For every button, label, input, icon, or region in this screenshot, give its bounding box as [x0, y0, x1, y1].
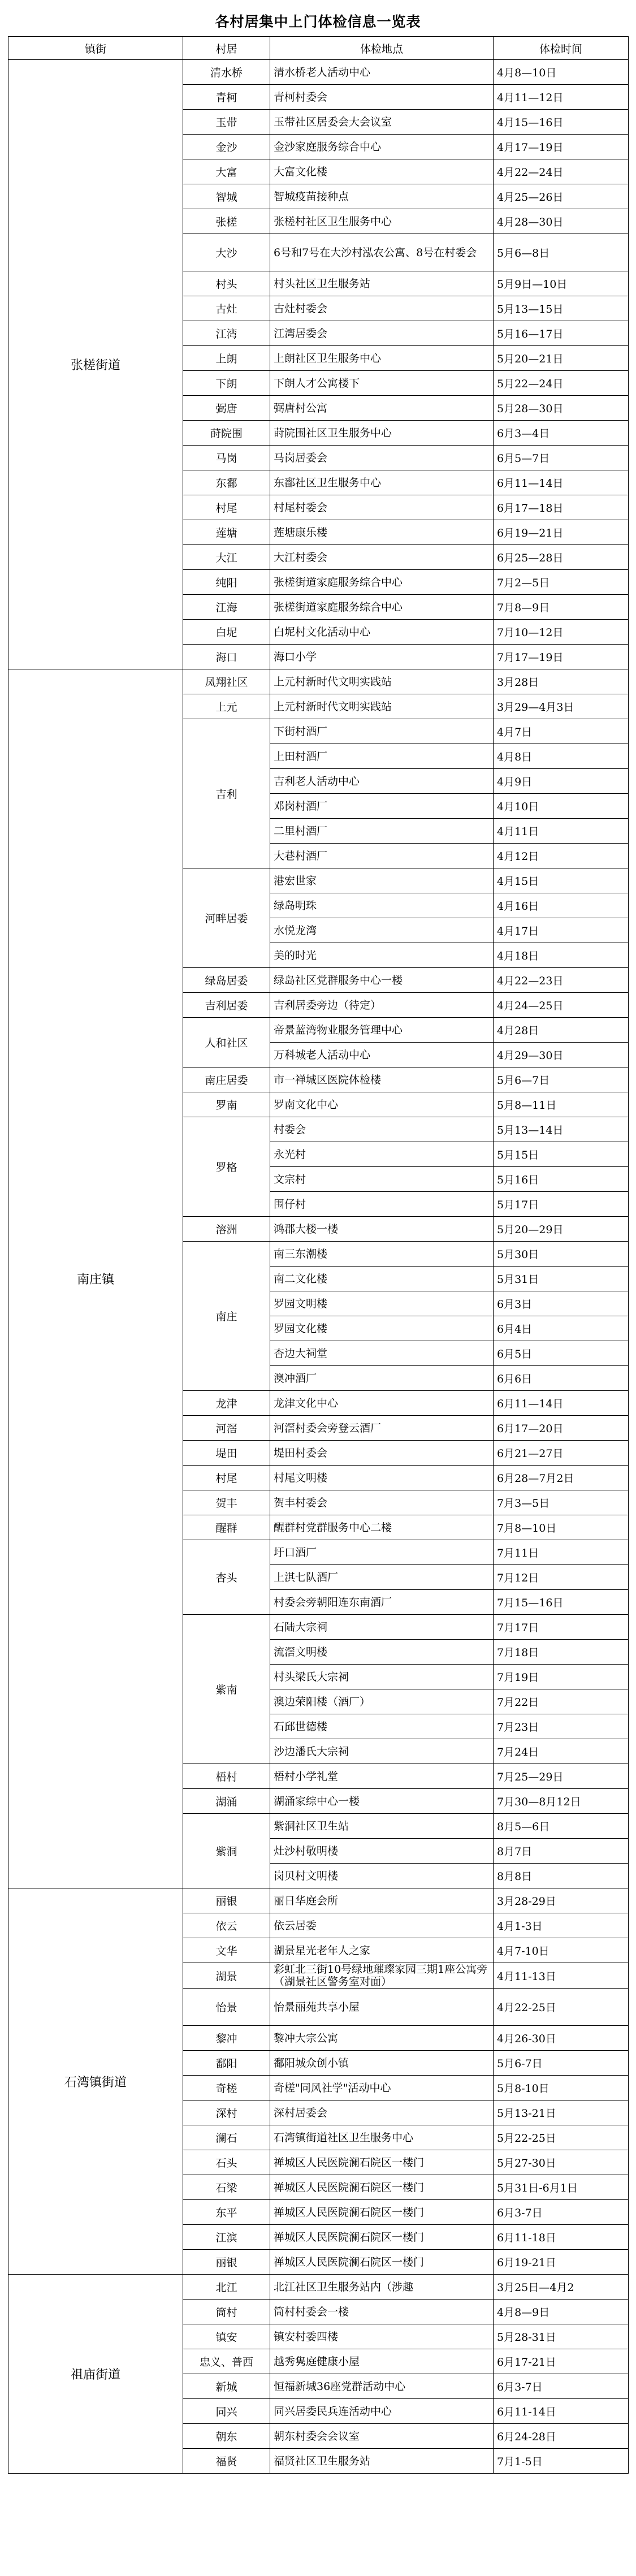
- village-cell: 大沙: [183, 234, 270, 271]
- village-cell: 湖景: [183, 1963, 270, 1989]
- time-cell: 3月28-29日: [494, 1888, 629, 1913]
- location-cell: 禅城区人民医院澜石院区一楼门: [270, 2175, 494, 2200]
- header-time: 体检时间: [494, 37, 629, 60]
- village-cell: 福贤: [183, 2449, 270, 2474]
- village-cell: 依云: [183, 1913, 270, 1938]
- village-cell: 奇槎: [183, 2076, 270, 2100]
- location-cell: 禅城区人民医院澜石院区一楼门: [270, 2150, 494, 2175]
- time-cell: 7月18日: [494, 1640, 629, 1665]
- time-cell: 4月28—30日: [494, 209, 629, 234]
- location-cell: 上田村酒厂: [270, 744, 494, 769]
- table-row: [8, 669, 629, 694]
- location-cell: 村尾村委会: [270, 495, 494, 520]
- table-row: [8, 1888, 629, 1913]
- village-cell: 北江: [183, 2275, 270, 2300]
- village-cell: 河畔居委: [183, 868, 270, 968]
- village-cell: 石梁: [183, 2175, 270, 2200]
- town-cell: 祖庙街道: [8, 2275, 183, 2474]
- location-cell: 玉带社区居委会大会议室: [270, 110, 494, 135]
- location-cell: 南二文化楼: [270, 1267, 494, 1291]
- location-cell: 村委会: [270, 1117, 494, 1142]
- time-cell: 5月31日: [494, 1267, 629, 1291]
- time-cell: 5月30日: [494, 1242, 629, 1267]
- time-cell: 7月8—9日: [494, 595, 629, 620]
- village-cell: 罗格: [183, 1117, 270, 1217]
- time-cell: 3月25日—4月2: [494, 2275, 629, 2300]
- time-cell: 7月2—5日: [494, 570, 629, 595]
- village-cell: 杏头: [183, 1540, 270, 1615]
- village-cell: 青柯: [183, 85, 270, 110]
- location-cell: 丽日华庭会所: [270, 1888, 494, 1913]
- village-cell: 马岗: [183, 446, 270, 470]
- village-cell: 南庄居委: [183, 1067, 270, 1092]
- location-cell: 村委会旁朝阳连东南酒厂: [270, 1590, 494, 1615]
- time-cell: 3月29—4月3日: [494, 694, 629, 719]
- location-cell: 深村居委会: [270, 2100, 494, 2125]
- time-cell: 7月17日: [494, 1615, 629, 1640]
- village-cell: 南庄: [183, 1242, 270, 1391]
- location-cell: 大巷村酒厂: [270, 844, 494, 868]
- location-cell: 村尾文明楼: [270, 1466, 494, 1490]
- town-cell: 石湾镇街道: [8, 1888, 183, 2275]
- time-cell: 6月11-14日: [494, 2399, 629, 2424]
- time-cell: 4月15日: [494, 868, 629, 893]
- location-cell: 禅城区人民医院澜石院区一楼门: [270, 2225, 494, 2250]
- location-cell: 澳冲酒厂: [270, 1366, 494, 1391]
- location-cell: 罗南文化中心: [270, 1092, 494, 1117]
- village-cell: 江湾: [183, 321, 270, 346]
- location-cell: 张槎街道家庭服务综合中心: [270, 570, 494, 595]
- village-cell: 张槎: [183, 209, 270, 234]
- time-cell: 5月16—17日: [494, 321, 629, 346]
- time-cell: 5月27-30日: [494, 2150, 629, 2175]
- location-cell: 东鄱社区卫生服务中心: [270, 470, 494, 495]
- location-cell: 湖涌家综中心一楼: [270, 1789, 494, 1814]
- location-cell: 杏边大祠堂: [270, 1341, 494, 1366]
- location-cell: 紫洞社区卫生站: [270, 1814, 494, 1839]
- location-cell: 石邱世德楼: [270, 1714, 494, 1739]
- time-cell: 5月28-31日: [494, 2324, 629, 2349]
- village-cell: 弼唐: [183, 396, 270, 421]
- time-cell: 7月15—16日: [494, 1590, 629, 1615]
- time-cell: 5月13—15日: [494, 296, 629, 321]
- table-row: [8, 60, 629, 85]
- village-cell: 纯阳: [183, 570, 270, 595]
- time-cell: 4月10日: [494, 794, 629, 819]
- location-cell: 下朗人才公寓楼下: [270, 371, 494, 396]
- village-cell: 丽银: [183, 1888, 270, 1913]
- location-cell: 张槎村社区卫生服务中心: [270, 209, 494, 234]
- time-cell: 4月22—23日: [494, 968, 629, 993]
- time-cell: 4月7日: [494, 719, 629, 744]
- time-cell: 7月8—10日: [494, 1515, 629, 1540]
- location-cell: 禅城区人民医院澜石院区一楼门: [270, 2250, 494, 2275]
- time-cell: 7月30—8月12日: [494, 1789, 629, 1814]
- location-cell: 灶沙村敬明楼: [270, 1839, 494, 1864]
- time-cell: 7月19日: [494, 1665, 629, 1689]
- village-cell: 清水桥: [183, 60, 270, 85]
- time-cell: 5月8-10日: [494, 2076, 629, 2100]
- time-cell: 6月11—14日: [494, 1391, 629, 1416]
- location-cell: 醒群村党群服务中心二楼: [270, 1515, 494, 1540]
- location-cell: 文宗村: [270, 1167, 494, 1192]
- location-cell: 罗园文明楼: [270, 1291, 494, 1316]
- time-cell: 3月28日: [494, 669, 629, 694]
- table-body: [8, 60, 629, 2474]
- time-cell: 4月8—10日: [494, 60, 629, 85]
- time-cell: 7月12日: [494, 1565, 629, 1590]
- location-cell: 村头社区卫生服务站: [270, 271, 494, 296]
- time-cell: 6月4日: [494, 1316, 629, 1341]
- village-cell: 堤田: [183, 1441, 270, 1466]
- time-cell: 5月31日-6月1日: [494, 2175, 629, 2200]
- location-cell: 马岗居委会: [270, 446, 494, 470]
- time-cell: 6月5日: [494, 1341, 629, 1366]
- village-cell: 紫洞: [183, 1814, 270, 1888]
- time-cell: 4月8日: [494, 744, 629, 769]
- village-cell: 江滨: [183, 2225, 270, 2250]
- location-cell: 大富文化楼: [270, 159, 494, 184]
- town-cell: 南庄镇: [8, 669, 183, 1888]
- location-cell: 弼唐村公寓: [270, 396, 494, 421]
- village-cell: 溶洲: [183, 1217, 270, 1242]
- header-town: 镇街: [8, 37, 183, 60]
- time-cell: 5月22—24日: [494, 371, 629, 396]
- location-cell: 白坭村文化活动中心: [270, 620, 494, 645]
- village-cell: 黎冲: [183, 2026, 270, 2051]
- time-cell: 6月24-28日: [494, 2424, 629, 2449]
- time-cell: 6月17—20日: [494, 1416, 629, 1441]
- time-cell: 8月5—6日: [494, 1814, 629, 1839]
- location-cell: 吉利老人活动中心: [270, 769, 494, 794]
- time-cell: 7月25—29日: [494, 1764, 629, 1789]
- village-cell: 丽银: [183, 2250, 270, 2275]
- location-cell: 水悦龙湾: [270, 918, 494, 943]
- village-cell: 莲塘: [183, 520, 270, 545]
- location-cell: 鄱阳城众创小镇: [270, 2051, 494, 2076]
- time-cell: 4月11—12日: [494, 85, 629, 110]
- location-cell: 石湾镇街道社区卫生服务中心: [270, 2125, 494, 2150]
- time-cell: 5月6—8日: [494, 234, 629, 271]
- location-cell: 上元村新时代文明实践站: [270, 694, 494, 719]
- village-cell: 村尾: [183, 495, 270, 520]
- location-cell: 镇安村委四楼: [270, 2324, 494, 2349]
- village-cell: 贺丰: [183, 1490, 270, 1515]
- time-cell: 4月17日: [494, 918, 629, 943]
- header-village: 村居: [183, 37, 270, 60]
- time-cell: 7月1-5日: [494, 2449, 629, 2474]
- location-cell: 市一禅城区医院体检楼: [270, 1067, 494, 1092]
- location-cell: 村头梁氏大宗祠: [270, 1665, 494, 1689]
- time-cell: 8月8日: [494, 1864, 629, 1888]
- location-cell: 北江社区卫生服务站内（涉趣: [270, 2275, 494, 2300]
- village-cell: 人和社区: [183, 1018, 270, 1067]
- village-cell: 深村: [183, 2100, 270, 2125]
- time-cell: 7月17—19日: [494, 645, 629, 669]
- village-cell: 上朗: [183, 346, 270, 371]
- village-cell: 白坭: [183, 620, 270, 645]
- location-cell: 金沙家庭服务综合中心: [270, 135, 494, 159]
- table-row: [8, 2275, 629, 2300]
- location-cell: 6号和7号在大沙村泓农公寓、8号在村委会: [270, 234, 494, 271]
- time-cell: 5月16日: [494, 1167, 629, 1192]
- time-cell: 5月15日: [494, 1142, 629, 1167]
- location-cell: 清水桥老人活动中心: [270, 60, 494, 85]
- time-cell: 6月3-7日: [494, 2374, 629, 2399]
- village-cell: 下朗: [183, 371, 270, 396]
- time-cell: 6月21—27日: [494, 1441, 629, 1466]
- location-cell: 湖景星光老年人之家: [270, 1938, 494, 1963]
- location-cell: 绿岛明珠: [270, 893, 494, 918]
- time-cell: 7月10—12日: [494, 620, 629, 645]
- village-cell: 怡景: [183, 1989, 270, 2026]
- location-cell: 下街村酒厂: [270, 719, 494, 744]
- time-cell: 6月6日: [494, 1366, 629, 1391]
- time-cell: 5月8—11日: [494, 1092, 629, 1117]
- village-cell: 同兴: [183, 2399, 270, 2424]
- location-cell: 朝东村委会会议室: [270, 2424, 494, 2449]
- location-cell: 二里村酒厂: [270, 819, 494, 844]
- location-cell: 江湾居委会: [270, 321, 494, 346]
- location-cell: 吉利居委旁边（待定）: [270, 993, 494, 1018]
- location-cell: 恒福新城36座党群活动中心: [270, 2374, 494, 2399]
- time-cell: 5月9日—10日: [494, 271, 629, 296]
- time-cell: 4月8—9日: [494, 2300, 629, 2324]
- time-cell: 4月22—24日: [494, 159, 629, 184]
- time-cell: 4月11日: [494, 819, 629, 844]
- location-cell: 怡景丽苑共享小屋: [270, 1989, 494, 2026]
- time-cell: 6月5—7日: [494, 446, 629, 470]
- time-cell: 6月25—28日: [494, 545, 629, 570]
- table-header-row: [8, 37, 629, 60]
- village-cell: 筒村: [183, 2300, 270, 2324]
- time-cell: 4月25—26日: [494, 184, 629, 209]
- village-cell: 河滘: [183, 1416, 270, 1441]
- time-cell: 4月17—19日: [494, 135, 629, 159]
- village-cell: 玉带: [183, 110, 270, 135]
- village-cell: 莳院围: [183, 421, 270, 446]
- time-cell: 5月13—14日: [494, 1117, 629, 1142]
- time-cell: 6月19-21日: [494, 2250, 629, 2275]
- location-cell: 梧村小学礼堂: [270, 1764, 494, 1789]
- location-cell: 禅城区人民医院澜石院区一楼门: [270, 2200, 494, 2225]
- village-cell: 江海: [183, 595, 270, 620]
- town-cell: 张槎街道: [8, 60, 183, 669]
- location-cell: 港宏世家: [270, 868, 494, 893]
- location-cell: 海口小学: [270, 645, 494, 669]
- location-cell: 南三东潮楼: [270, 1242, 494, 1267]
- time-cell: 5月6—7日: [494, 1067, 629, 1092]
- location-cell: 依云居委: [270, 1913, 494, 1938]
- location-cell: 筒村村委会一楼: [270, 2300, 494, 2324]
- time-cell: 4月29—30日: [494, 1043, 629, 1067]
- village-cell: 海口: [183, 645, 270, 669]
- time-cell: 5月17日: [494, 1192, 629, 1217]
- time-cell: 4月18日: [494, 943, 629, 968]
- village-cell: 罗南: [183, 1092, 270, 1117]
- village-cell: 湖涌: [183, 1789, 270, 1814]
- time-cell: 6月17—18日: [494, 495, 629, 520]
- location-cell: 万科城老人活动中心: [270, 1043, 494, 1067]
- location-cell: 福贤社区卫生服务站: [270, 2449, 494, 2474]
- time-cell: 5月28—30日: [494, 396, 629, 421]
- time-cell: 6月3日: [494, 1291, 629, 1316]
- village-cell: 东鄱: [183, 470, 270, 495]
- location-cell: 上淇七队酒厂: [270, 1565, 494, 1590]
- time-cell: 6月3-7日: [494, 2200, 629, 2225]
- location-cell: 莳院围社区卫生服务中心: [270, 421, 494, 446]
- village-cell: 吉利居委: [183, 993, 270, 1018]
- time-cell: 4月28日: [494, 1018, 629, 1043]
- village-cell: 忠义、普西: [183, 2349, 270, 2374]
- village-cell: 醒群: [183, 1515, 270, 1540]
- village-cell: 新城: [183, 2374, 270, 2399]
- village-cell: 村尾: [183, 1466, 270, 1490]
- location-cell: 古灶村委会: [270, 296, 494, 321]
- header-location: 体检地点: [270, 37, 494, 60]
- village-cell: 鄱阳: [183, 2051, 270, 2076]
- location-cell: 奇槎"同风社学"活动中心: [270, 2076, 494, 2100]
- location-cell: 堤田村委会: [270, 1441, 494, 1466]
- time-cell: 5月20—29日: [494, 1217, 629, 1242]
- location-cell: 彩虹北三街10号绿地璀璨家园三期1座公寓旁（湖景社区警务室对面）: [270, 1963, 494, 1989]
- location-cell: 永光村: [270, 1142, 494, 1167]
- time-cell: 5月22-25日: [494, 2125, 629, 2150]
- time-cell: 4月26-30日: [494, 2026, 629, 2051]
- village-cell: 古灶: [183, 296, 270, 321]
- time-cell: 4月11-13日: [494, 1963, 629, 1989]
- location-cell: 智城疫苗接种点: [270, 184, 494, 209]
- time-cell: 7月24日: [494, 1739, 629, 1764]
- location-cell: 邓岗村酒厂: [270, 794, 494, 819]
- village-cell: 梧村: [183, 1764, 270, 1789]
- time-cell: 6月11-18日: [494, 2225, 629, 2250]
- location-cell: 越秀隽庭健康小屋: [270, 2349, 494, 2374]
- time-cell: 7月23日: [494, 1714, 629, 1739]
- village-cell: 东平: [183, 2200, 270, 2225]
- village-cell: 金沙: [183, 135, 270, 159]
- village-cell: 镇安: [183, 2324, 270, 2349]
- location-cell: 沙边潘氏大宗祠: [270, 1739, 494, 1764]
- time-cell: 6月11—14日: [494, 470, 629, 495]
- time-cell: 6月3—4日: [494, 421, 629, 446]
- time-cell: 6月28—7月2日: [494, 1466, 629, 1490]
- location-cell: 罗园文化楼: [270, 1316, 494, 1341]
- time-cell: 4月7-10日: [494, 1938, 629, 1963]
- location-cell: 龙津文化中心: [270, 1391, 494, 1416]
- location-cell: 绿岛社区党群服务中心一楼: [270, 968, 494, 993]
- location-cell: 青柯村委会: [270, 85, 494, 110]
- location-cell: 同兴居委民兵连活动中心: [270, 2399, 494, 2424]
- time-cell: 4月24—25日: [494, 993, 629, 1018]
- location-cell: 鸿郡大楼一楼: [270, 1217, 494, 1242]
- time-cell: 4月22-25日: [494, 1989, 629, 2026]
- location-cell: 石陆大宗祠: [270, 1615, 494, 1640]
- time-cell: 5月20—21日: [494, 346, 629, 371]
- time-cell: 7月3—5日: [494, 1490, 629, 1515]
- village-cell: 石头: [183, 2150, 270, 2175]
- village-cell: 文华: [183, 1938, 270, 1963]
- village-cell: 紫南: [183, 1615, 270, 1764]
- time-cell: 7月11日: [494, 1540, 629, 1565]
- time-cell: 6月17-21日: [494, 2349, 629, 2374]
- location-cell: 贺丰村委会: [270, 1490, 494, 1515]
- location-cell: 张槎街道家庭服务综合中心: [270, 595, 494, 620]
- time-cell: 6月19—21日: [494, 520, 629, 545]
- location-cell: 上元村新时代文明实践站: [270, 669, 494, 694]
- location-cell: 美的时光: [270, 943, 494, 968]
- checkup-table: [8, 36, 629, 2474]
- time-cell: 8月7日: [494, 1839, 629, 1864]
- location-cell: 大江村委会: [270, 545, 494, 570]
- location-cell: 流滘文明楼: [270, 1640, 494, 1665]
- location-cell: 岗贝村文明楼: [270, 1864, 494, 1888]
- time-cell: 4月9日: [494, 769, 629, 794]
- village-cell: 村头: [183, 271, 270, 296]
- village-cell: 龙津: [183, 1391, 270, 1416]
- village-cell: 大富: [183, 159, 270, 184]
- location-cell: 莲塘康乐楼: [270, 520, 494, 545]
- location-cell: 黎冲大宗公寓: [270, 2026, 494, 2051]
- time-cell: 5月13-21日: [494, 2100, 629, 2125]
- village-cell: 凤翔社区: [183, 669, 270, 694]
- location-cell: 河滘村委会旁登云酒厂: [270, 1416, 494, 1441]
- time-cell: 4月16日: [494, 893, 629, 918]
- village-cell: 上元: [183, 694, 270, 719]
- village-cell: 大江: [183, 545, 270, 570]
- time-cell: 5月6-7日: [494, 2051, 629, 2076]
- location-cell: 上朗社区卫生服务中心: [270, 346, 494, 371]
- page-title: 各村居集中上门体检信息一览表: [215, 14, 421, 30]
- village-cell: 澜石: [183, 2125, 270, 2150]
- village-cell: 绿岛居委: [183, 968, 270, 993]
- village-cell: 智城: [183, 184, 270, 209]
- location-cell: 围仔村: [270, 1192, 494, 1217]
- location-cell: 帝景蓝湾物业服务管理中心: [270, 1018, 494, 1043]
- time-cell: 4月15—16日: [494, 110, 629, 135]
- time-cell: 4月1-3日: [494, 1913, 629, 1938]
- village-cell: 吉利: [183, 719, 270, 868]
- village-cell: 朝东: [183, 2424, 270, 2449]
- location-cell: 澳边荣阳楼（酒厂）: [270, 1689, 494, 1714]
- time-cell: 4月12日: [494, 844, 629, 868]
- time-cell: 7月22日: [494, 1689, 629, 1714]
- location-cell: 圩口酒厂: [270, 1540, 494, 1565]
